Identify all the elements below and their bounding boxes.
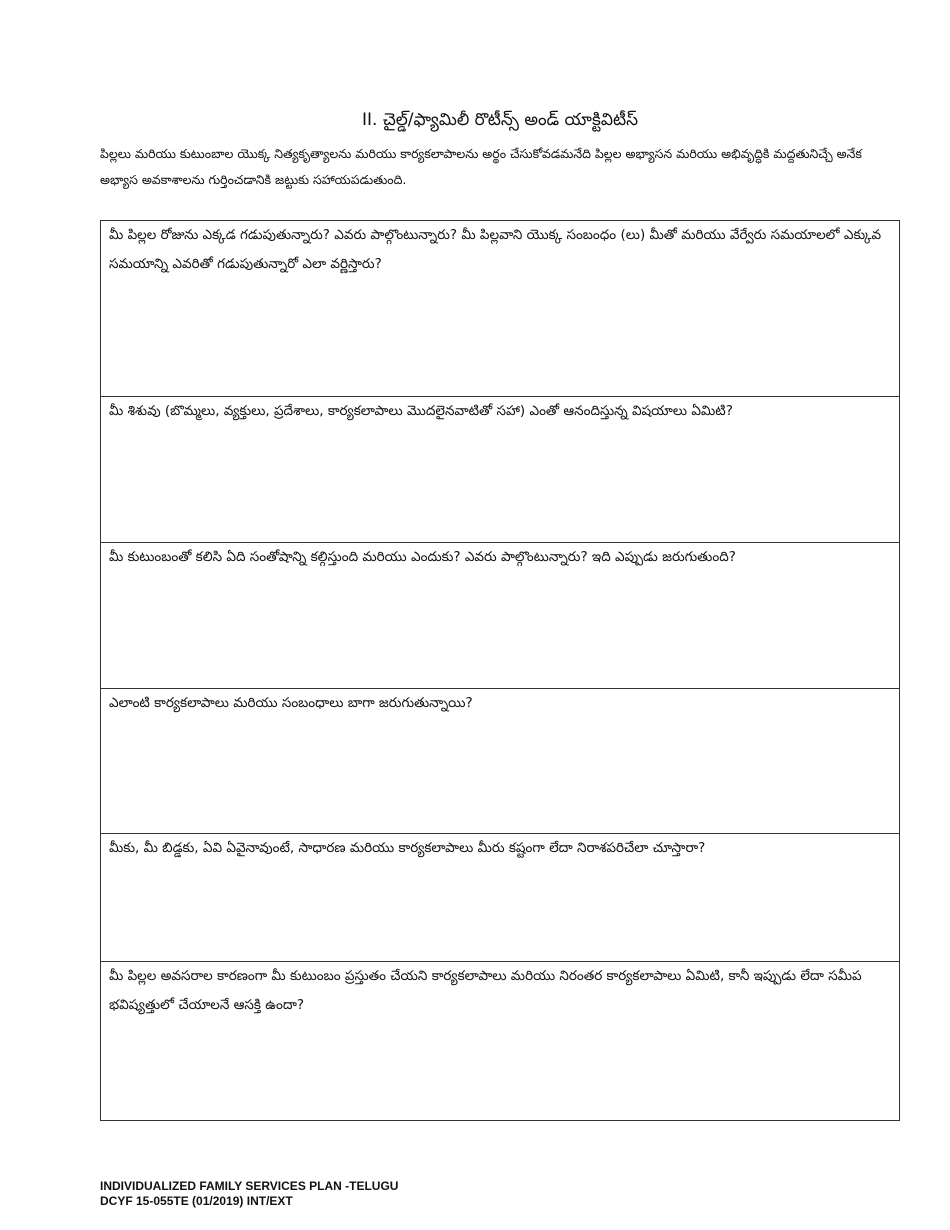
section-title: II. చైల్డ్/ఫ్యామిలీ రొటీన్స్ అండ్ యాక్టివిటీస్ xyxy=(361,110,638,130)
question-row-6[interactable] xyxy=(101,962,899,1120)
question-text-4: ఎలాంటి కార్యకలాపాలు మరియు సంబంధాలు బాగా జరుగుతున్నాయి? xyxy=(109,695,473,711)
question-text-3: మీ కుటుంబంతో కలిసి ఏది సంతోషాన్ని కల్గిస్తుంది మరియు ఎందుకు? ఎవరు పాల్గొంటున్నారు? ఇది ఎప్పుడు జరుగుతుంది? xyxy=(109,549,736,565)
question-row-2[interactable] xyxy=(101,397,899,543)
question-row-1[interactable] xyxy=(101,221,899,397)
question-text-2: మీ శిశువు (బొమ్మలు, వ్యక్తులు, ప్రదేశాలు, కార్యకలాపాలు మొదలైనవాటితో సహా) ఎంతో ఆనందిస్తున్న విషయాలు ఏమిటి? xyxy=(109,403,733,419)
question-row-3[interactable] xyxy=(101,543,899,689)
intro-text: పిల్లలు మరియు కుటుంబాల యొక్క నిత్యకృత్యాలను మరియు కార్యకలాపాలను అర్థం చేసుకోవడమనేది పిల్లల అభ్యాసన మరియు అభివృద్ధికి మద్దతునిచ్చే అనేక అభ్యాస అవకాశాలను గుర్తించడానికి జట్టుకు సహాయపడుతుంది. xyxy=(100,146,862,187)
form-footer xyxy=(100,1179,398,1209)
question-row-5[interactable] xyxy=(101,834,899,962)
question-text-5: మీకు, మీ బిడ్డకు, ఏవి ఏవైనావుంటే, సాధారణ మరియు కార్యకలాపాలు మీరు కష్టంగా లేదా నిరాశపరిచేలా చూస్తారా? xyxy=(109,840,706,856)
footer-form-number: DCYF 15-055TE (01/2019) INT/EXT xyxy=(100,1194,293,1208)
question-row-4[interactable] xyxy=(101,689,899,834)
footer-form-title: INDIVIDUALIZED FAMILY SERVICES PLAN -TELUGU xyxy=(100,1179,399,1193)
questions-table xyxy=(100,220,900,1121)
question-text-1: మీ పిల్లల రోజును ఎక్కడ గడుపుతున్నారు? ఎవరు పాల్గొంటున్నారు? మీ పిల్లవాని యొక్క సంబంధం (లు) మీతో మరియు వేర్వేరు సమయాలలో ఎక్కువ సమయాన్ని ఎవరితో గడుపుతున్నారో ఎలా వర్ణిస్తారు? xyxy=(109,227,882,272)
question-text-6: మీ పిల్లల అవసరాల కారణంగా మీ కుటుంబం ప్రస్తుతం చేయని కార్యకలాపాలు మరియు నిరంతర కార్యకలాపాలు ఏమిటి, కానీ ఇప్పుడు లేదా సమీప భవిష్యత్తులో చేయాలనే ఆసక్తి ఉందా? xyxy=(109,968,862,1013)
